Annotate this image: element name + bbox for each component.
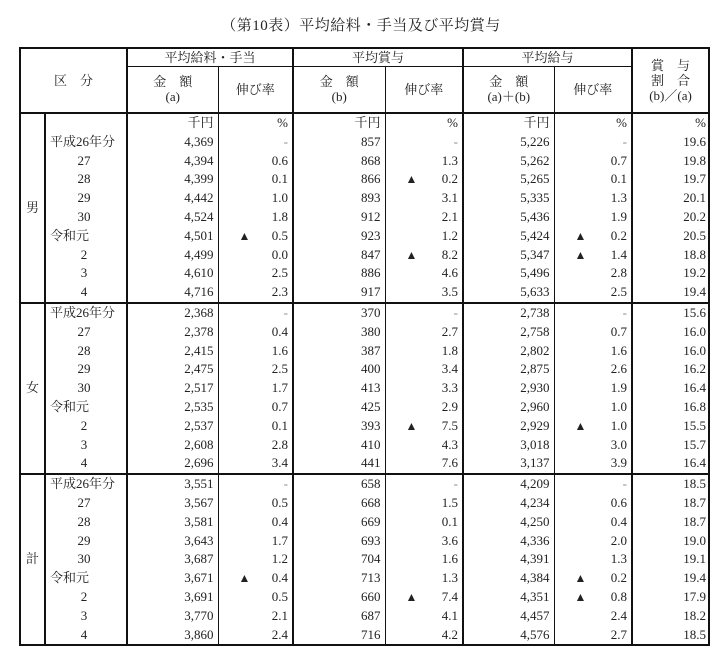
year-label: 4 xyxy=(45,283,127,303)
growth-b: 0.1 xyxy=(385,513,463,532)
growth-b: 4.2 xyxy=(385,626,463,646)
growth-ab: 1.9 xyxy=(554,208,632,227)
section-label: 女 xyxy=(20,303,45,474)
amount-b: 387 xyxy=(293,342,385,361)
table-row xyxy=(20,189,709,208)
amount-b: 893 xyxy=(293,189,385,208)
amount-b: 847 xyxy=(293,246,385,265)
growth-ab: 1.0 xyxy=(554,398,632,417)
table-row xyxy=(20,436,709,455)
bonus-ratio: 19.0 xyxy=(632,532,709,551)
table-row xyxy=(20,264,709,283)
growth-a: 0.1 xyxy=(218,170,293,189)
growth-ab: 0.6 xyxy=(554,494,632,513)
growth-ab: 2.8 xyxy=(554,264,632,283)
year-label: 令和元 xyxy=(45,398,127,417)
year-label: 29 xyxy=(45,189,127,208)
amount-b: 410 xyxy=(293,436,385,455)
growth-ab: 0.7 xyxy=(554,152,632,171)
amount-b: 668 xyxy=(293,494,385,513)
header-group-bonus: 平均賞与 xyxy=(293,48,463,66)
value: 0.2 xyxy=(610,570,627,586)
bonus-ratio: 18.7 xyxy=(632,494,709,513)
year-label: 28 xyxy=(45,513,127,532)
bonus-ratio: 18.7 xyxy=(632,513,709,532)
salary-bonus-table xyxy=(19,47,710,646)
growth-a: 2.4 xyxy=(218,626,293,646)
bonus-ratio: 20.1 xyxy=(632,189,709,208)
growth-a: 2.1 xyxy=(218,607,293,626)
growth-ab: 0.1 xyxy=(554,170,632,189)
growth-ab: 1.3 xyxy=(554,189,632,208)
amount-a: 2,537 xyxy=(127,417,218,436)
year-label: 4 xyxy=(45,626,127,646)
table-row xyxy=(20,550,709,569)
growth-b: 1.2 xyxy=(385,227,463,246)
growth-b: 3.4 xyxy=(385,360,463,379)
growth-a: 2.5 xyxy=(218,360,293,379)
growth-a: 0.1 xyxy=(218,417,293,436)
growth-a: - xyxy=(218,474,293,494)
table-row xyxy=(20,417,709,436)
growth-ab: 1.9 xyxy=(554,379,632,398)
amount-ab: 3,137 xyxy=(463,454,554,474)
header-group-total: 平均給与 xyxy=(463,48,632,66)
amount-b: 669 xyxy=(293,513,385,532)
growth-a: 1.7 xyxy=(218,532,293,551)
amount-ab: 2,758 xyxy=(463,323,554,342)
growth-a: 0.7 xyxy=(218,398,293,417)
unit-growth-b: % xyxy=(385,113,463,133)
growth-ab: 2.5 xyxy=(554,283,632,303)
amount-a: 2,475 xyxy=(127,360,218,379)
amount-b: 713 xyxy=(293,569,385,588)
growth-ab: 1.6 xyxy=(554,342,632,361)
amount-a: 3,551 xyxy=(127,474,218,494)
amount-ab: 5,335 xyxy=(463,189,554,208)
decrease-triangle-icon: ▲ xyxy=(574,247,587,262)
table-row xyxy=(20,569,709,588)
growth-a: 0.5 xyxy=(218,588,293,607)
amount-a: 2,368 xyxy=(127,303,218,323)
amount-a: 3,770 xyxy=(127,607,218,626)
amount-a: 2,696 xyxy=(127,454,218,474)
bonus-ratio: 16.0 xyxy=(632,342,709,361)
amount-a: 2,608 xyxy=(127,436,218,455)
section-label: 計 xyxy=(20,474,45,645)
year-label: 30 xyxy=(45,379,127,398)
growth-ab: 2.6 xyxy=(554,360,632,379)
year-label: 30 xyxy=(45,550,127,569)
unit-growth-a: % xyxy=(218,113,293,133)
growth-ab: 1.3 xyxy=(554,550,632,569)
amount-a: 3,671 xyxy=(127,569,218,588)
value: 1.0 xyxy=(610,417,627,433)
bonus-ratio: 15.7 xyxy=(632,436,709,455)
growth-ab: 3.0 xyxy=(554,436,632,455)
decrease-triangle-icon: ▲ xyxy=(405,589,418,604)
table-row xyxy=(20,208,709,227)
year-label: 28 xyxy=(45,342,127,361)
amount-b: 413 xyxy=(293,379,385,398)
year-label: 3 xyxy=(45,436,127,455)
amount-b: 923 xyxy=(293,227,385,246)
year-label: 令和元 xyxy=(45,569,127,588)
value: 0.2 xyxy=(610,227,627,243)
table-row xyxy=(20,379,709,398)
bonus-ratio: 20.5 xyxy=(632,227,709,246)
amount-a: 4,501 xyxy=(127,227,218,246)
year-label: 平成26年分 xyxy=(45,303,127,323)
growth-ab xyxy=(554,588,632,607)
amount-ab: 5,226 xyxy=(463,133,554,152)
decrease-triangle-icon: ▲ xyxy=(238,571,251,586)
amount-a: 3,860 xyxy=(127,626,218,646)
amount-ab: 3,018 xyxy=(463,436,554,455)
section-label: 男 xyxy=(20,113,45,303)
amount-ab: 4,391 xyxy=(463,550,554,569)
table-row xyxy=(20,133,709,152)
amount-a: 3,691 xyxy=(127,588,218,607)
growth-b: 4.3 xyxy=(385,436,463,455)
growth-b: 3.5 xyxy=(385,283,463,303)
bonus-ratio: 19.1 xyxy=(632,550,709,569)
growth-b xyxy=(385,170,463,189)
year-label: 令和元 xyxy=(45,227,127,246)
bonus-ratio: 16.4 xyxy=(632,454,709,474)
year-label: 29 xyxy=(45,360,127,379)
growth-b: - xyxy=(385,133,463,152)
year-label: 3 xyxy=(45,607,127,626)
growth-ab xyxy=(554,417,632,436)
header-amount-b: 金 額 (b) xyxy=(293,66,385,113)
bonus-ratio: 18.8 xyxy=(632,246,709,265)
year-label: 27 xyxy=(45,494,127,513)
amount-ab: 5,347 xyxy=(463,246,554,265)
bonus-ratio: 19.8 xyxy=(632,152,709,171)
growth-a: - xyxy=(218,133,293,152)
year-label: 2 xyxy=(45,246,127,265)
table-row xyxy=(20,342,709,361)
amount-a: 4,442 xyxy=(127,189,218,208)
decrease-triangle-icon: ▲ xyxy=(574,589,587,604)
header-bonus-ratio: 賞 与 割 合 (b)／(a) xyxy=(632,48,709,113)
growth-b: 3.3 xyxy=(385,379,463,398)
growth-b: - xyxy=(385,474,463,494)
bonus-ratio: 17.9 xyxy=(632,588,709,607)
amount-ab: 4,209 xyxy=(463,474,554,494)
value: 0.5 xyxy=(271,227,288,243)
table-row xyxy=(20,283,709,303)
year-label: 27 xyxy=(45,323,127,342)
bonus-ratio: 18.5 xyxy=(632,626,709,646)
growth-a: 1.0 xyxy=(218,189,293,208)
growth-a xyxy=(218,569,293,588)
growth-ab: 0.7 xyxy=(554,323,632,342)
growth-b: 1.5 xyxy=(385,494,463,513)
bonus-ratio: 18.2 xyxy=(632,607,709,626)
amount-b: 393 xyxy=(293,417,385,436)
growth-b: 2.9 xyxy=(385,398,463,417)
growth-ab xyxy=(554,227,632,246)
table-row xyxy=(20,360,709,379)
amount-b: 857 xyxy=(293,133,385,152)
decrease-triangle-icon: ▲ xyxy=(574,418,587,433)
amount-b: 380 xyxy=(293,323,385,342)
growth-ab xyxy=(554,246,632,265)
year-label: 29 xyxy=(45,532,127,551)
growth-ab: - xyxy=(554,474,632,494)
amount-ab: 4,250 xyxy=(463,513,554,532)
amount-a: 4,369 xyxy=(127,133,218,152)
growth-b: 7.6 xyxy=(385,454,463,474)
growth-a: 0.0 xyxy=(218,246,293,265)
amount-ab: 4,351 xyxy=(463,588,554,607)
growth-ab: 3.9 xyxy=(554,454,632,474)
amount-a: 4,716 xyxy=(127,283,218,303)
table-row xyxy=(20,588,709,607)
amount-ab: 2,930 xyxy=(463,379,554,398)
bonus-ratio: 15.6 xyxy=(632,303,709,323)
growth-ab: 2.4 xyxy=(554,607,632,626)
amount-b: 917 xyxy=(293,283,385,303)
bonus-ratio: 19.7 xyxy=(632,170,709,189)
growth-a: 1.2 xyxy=(218,550,293,569)
growth-b xyxy=(385,588,463,607)
table-title: （第10表）平均給料・手当及び平均賞与 xyxy=(221,18,501,34)
header-category: 区 分 xyxy=(20,48,127,113)
amount-b: 425 xyxy=(293,398,385,417)
growth-b: 4.1 xyxy=(385,607,463,626)
amount-b: 693 xyxy=(293,532,385,551)
header-amount-a: 金 額 (a) xyxy=(127,66,218,113)
bonus-ratio: 20.2 xyxy=(632,208,709,227)
amount-ab: 5,424 xyxy=(463,227,554,246)
amount-ab: 4,457 xyxy=(463,607,554,626)
decrease-triangle-icon: ▲ xyxy=(574,571,587,586)
year-label: 3 xyxy=(45,264,127,283)
decrease-triangle-icon: ▲ xyxy=(405,172,418,187)
unit-bonus-ratio: % xyxy=(632,113,709,133)
growth-a: 2.8 xyxy=(218,436,293,455)
decrease-triangle-icon: ▲ xyxy=(238,228,251,243)
growth-b: 4.6 xyxy=(385,264,463,283)
amount-a: 3,581 xyxy=(127,513,218,532)
table-row xyxy=(20,494,709,513)
year-label: 30 xyxy=(45,208,127,227)
year-label: 平成26年分 xyxy=(45,474,127,494)
bonus-ratio: 18.5 xyxy=(632,474,709,494)
amount-a: 3,567 xyxy=(127,494,218,513)
amount-ab: 5,436 xyxy=(463,208,554,227)
bonus-ratio: 15.5 xyxy=(632,417,709,436)
amount-ab: 4,384 xyxy=(463,569,554,588)
year-label: 2 xyxy=(45,588,127,607)
amount-a: 2,517 xyxy=(127,379,218,398)
header-growth-b: 伸び率 xyxy=(385,66,463,113)
amount-a: 4,524 xyxy=(127,208,218,227)
growth-a: 1.7 xyxy=(218,379,293,398)
year-label: 平成26年分 xyxy=(45,133,127,152)
amount-b: 886 xyxy=(293,264,385,283)
amount-a: 4,610 xyxy=(127,264,218,283)
table-row xyxy=(20,607,709,626)
growth-b: 2.1 xyxy=(385,208,463,227)
value: 1.4 xyxy=(610,246,627,262)
year-label: 28 xyxy=(45,170,127,189)
year-label: 2 xyxy=(45,417,127,436)
growth-b xyxy=(385,246,463,265)
growth-ab: 2.7 xyxy=(554,626,632,646)
table-row xyxy=(20,398,709,417)
amount-b: 400 xyxy=(293,360,385,379)
growth-b: 1.3 xyxy=(385,569,463,588)
table-row xyxy=(20,532,709,551)
growth-b: - xyxy=(385,303,463,323)
growth-a: 2.5 xyxy=(218,264,293,283)
value: 7.5 xyxy=(441,417,458,433)
growth-a: 0.6 xyxy=(218,152,293,171)
decrease-triangle-icon: ▲ xyxy=(405,418,418,433)
value: 8.2 xyxy=(441,246,458,262)
year-label: 4 xyxy=(45,454,127,474)
amount-ab: 4,234 xyxy=(463,494,554,513)
amount-a: 3,643 xyxy=(127,532,218,551)
amount-a: 4,399 xyxy=(127,170,218,189)
growth-ab xyxy=(554,569,632,588)
growth-a: 1.6 xyxy=(218,342,293,361)
value: 0.2 xyxy=(441,171,458,187)
bonus-ratio: 19.6 xyxy=(632,133,709,152)
growth-b: 1.6 xyxy=(385,550,463,569)
growth-a: - xyxy=(218,303,293,323)
amount-b: 370 xyxy=(293,303,385,323)
amount-a: 2,415 xyxy=(127,342,218,361)
growth-ab: - xyxy=(554,133,632,152)
amount-ab: 4,576 xyxy=(463,626,554,646)
bonus-ratio: 19.2 xyxy=(632,264,709,283)
table-row xyxy=(20,246,709,265)
amount-ab: 2,875 xyxy=(463,360,554,379)
amount-ab: 5,265 xyxy=(463,170,554,189)
amount-ab: 2,960 xyxy=(463,398,554,417)
bonus-ratio: 19.4 xyxy=(632,569,709,588)
table-row xyxy=(20,474,709,494)
unit-growth-ab: % xyxy=(554,113,632,133)
bonus-ratio: 16.2 xyxy=(632,360,709,379)
growth-a: 0.5 xyxy=(218,494,293,513)
units-row xyxy=(20,113,709,133)
table-row xyxy=(20,323,709,342)
growth-ab: 2.0 xyxy=(554,532,632,551)
decrease-triangle-icon: ▲ xyxy=(574,228,587,243)
amount-ab: 5,496 xyxy=(463,264,554,283)
amount-b: 704 xyxy=(293,550,385,569)
table-row xyxy=(20,454,709,474)
table-row xyxy=(20,513,709,532)
amount-b: 716 xyxy=(293,626,385,646)
amount-b: 658 xyxy=(293,474,385,494)
growth-a xyxy=(218,227,293,246)
amount-a: 4,394 xyxy=(127,152,218,171)
amount-a: 4,499 xyxy=(127,246,218,265)
growth-a: 0.4 xyxy=(218,513,293,532)
header-growth-ab: 伸び率 xyxy=(554,66,632,113)
table-row xyxy=(20,303,709,323)
growth-b: 1.8 xyxy=(385,342,463,361)
table-row xyxy=(20,227,709,246)
year-cell xyxy=(45,113,127,133)
amount-b: 660 xyxy=(293,588,385,607)
growth-a: 2.3 xyxy=(218,283,293,303)
amount-ab: 2,802 xyxy=(463,342,554,361)
decrease-triangle-icon: ▲ xyxy=(405,247,418,262)
value: 0.4 xyxy=(271,570,288,586)
table-row xyxy=(20,170,709,189)
unit-amount-ab: 千円 xyxy=(463,113,554,133)
growth-b: 2.7 xyxy=(385,323,463,342)
bonus-ratio: 16.4 xyxy=(632,379,709,398)
year-label: 27 xyxy=(45,152,127,171)
bonus-ratio: 16.0 xyxy=(632,323,709,342)
amount-ab: 4,336 xyxy=(463,532,554,551)
amount-a: 3,687 xyxy=(127,550,218,569)
growth-b: 1.3 xyxy=(385,152,463,171)
amount-ab: 2,738 xyxy=(463,303,554,323)
unit-amount-b: 千円 xyxy=(293,113,385,133)
header-growth-a: 伸び率 xyxy=(218,66,293,113)
amount-b: 866 xyxy=(293,170,385,189)
amount-a: 2,378 xyxy=(127,323,218,342)
table-row xyxy=(20,152,709,171)
amount-b: 441 xyxy=(293,454,385,474)
growth-a: 1.8 xyxy=(218,208,293,227)
header-group-salary: 平均給料・手当 xyxy=(127,48,293,66)
header-amount-ab: 金 額 (a)＋(b) xyxy=(463,66,554,113)
bonus-ratio: 19.4 xyxy=(632,283,709,303)
amount-b: 687 xyxy=(293,607,385,626)
value: 0.8 xyxy=(610,588,627,604)
growth-ab: - xyxy=(554,303,632,323)
growth-ab: 0.4 xyxy=(554,513,632,532)
unit-amount-a: 千円 xyxy=(127,113,218,133)
growth-b xyxy=(385,417,463,436)
table-body xyxy=(20,113,709,645)
amount-ab: 2,929 xyxy=(463,417,554,436)
growth-b: 3.1 xyxy=(385,189,463,208)
growth-b: 3.6 xyxy=(385,532,463,551)
table-row xyxy=(20,626,709,646)
bonus-ratio: 16.8 xyxy=(632,398,709,417)
amount-b: 912 xyxy=(293,208,385,227)
growth-a: 3.4 xyxy=(218,454,293,474)
amount-ab: 5,633 xyxy=(463,283,554,303)
amount-b: 868 xyxy=(293,152,385,171)
amount-ab: 5,262 xyxy=(463,152,554,171)
amount-a: 2,535 xyxy=(127,398,218,417)
growth-a: 0.4 xyxy=(218,323,293,342)
value: 7.4 xyxy=(441,588,458,604)
